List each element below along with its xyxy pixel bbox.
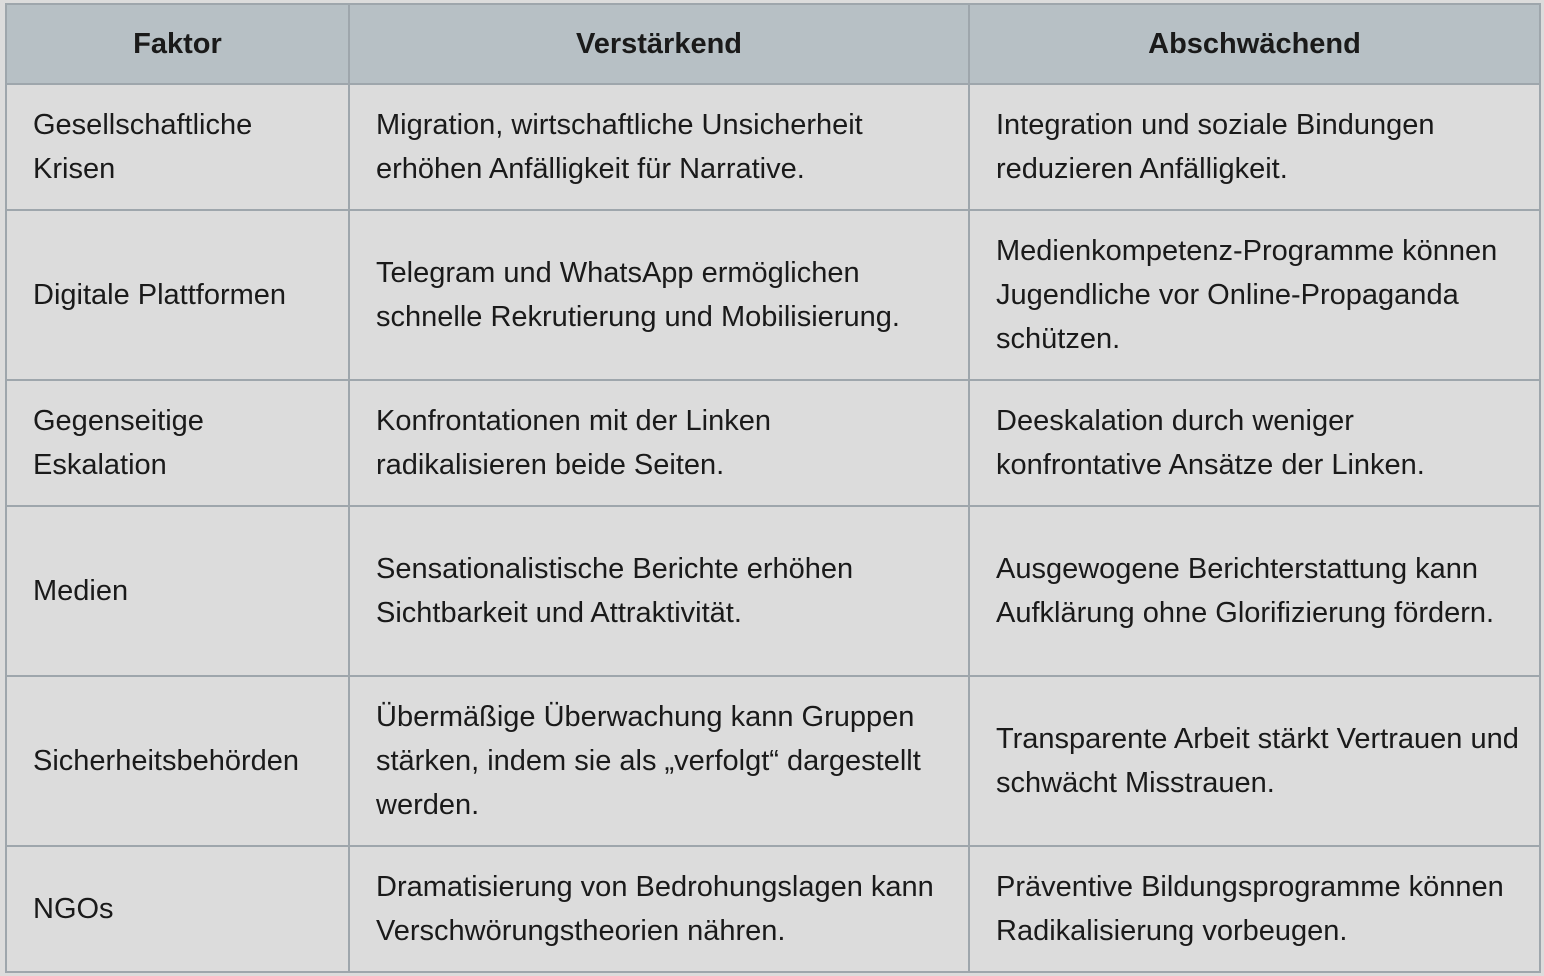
abschwaechend-cell: Transparente Arbeit stärkt Vertrauen und schwächt Misstrauen. [969, 676, 1540, 846]
faktor-cell: Gesellschaftliche Krisen [6, 84, 349, 210]
verstaerkend-cell: Migration, wirtschaftliche Unsicherheit erhöhen Anfälligkeit für Narrative. [349, 84, 969, 210]
faktor-cell: Medien [6, 506, 349, 676]
header-verstaerkend: Verstärkend [349, 4, 969, 84]
table-row [6, 846, 1540, 972]
factor-table [5, 3, 1541, 973]
header-faktor: Faktor [6, 4, 349, 84]
verstaerkend-cell: Sensationalistische Berichte erhöhen Sichtbarkeit und Attraktivität. [349, 506, 969, 676]
abschwaechend-cell: Ausgewogene Berichterstattung kann Aufklärung ohne Glorifizierung fördern. [969, 506, 1540, 676]
abschwaechend-cell: Integration und soziale Bindungen reduzieren Anfälligkeit. [969, 84, 1540, 210]
table-row [6, 380, 1540, 506]
verstaerkend-cell: Dramatisierung von Bedrohungslagen kann Verschwörungstheorien nähren. [349, 846, 969, 972]
verstaerkend-cell: Telegram und WhatsApp ermöglichen schnelle Rekrutierung und Mobilisierung. [349, 210, 969, 380]
abschwaechend-cell: Präventive Bildungsprogramme können Radikalisierung vorbeugen. [969, 846, 1540, 972]
abschwaechend-cell: Medienkompetenz-Programme können Jugendliche vor Online-Propaganda schützen. [969, 210, 1540, 380]
faktor-cell: NGOs [6, 846, 349, 972]
verstaerkend-cell: Konfrontationen mit der Linken radikalisieren beide Seiten. [349, 380, 969, 506]
header-row [6, 4, 1540, 84]
table-row [6, 676, 1540, 846]
table-row [6, 84, 1540, 210]
verstaerkend-cell: Übermäßige Überwachung kann Gruppen stärken, indem sie als „verfolgt“ dargestellt werden. [349, 676, 969, 846]
table-body [6, 84, 1540, 972]
table-header [6, 4, 1540, 84]
table-row [6, 506, 1540, 676]
header-abschwaechend: Abschwächend [969, 4, 1540, 84]
abschwaechend-cell: Deeskalation durch weniger konfrontative Ansätze der Linken. [969, 380, 1540, 506]
table-row [6, 210, 1540, 380]
faktor-cell: Digitale Plattformen [6, 210, 349, 380]
faktor-cell: Gegenseitige Eskalation [6, 380, 349, 506]
faktor-cell: Sicherheitsbehörden [6, 676, 349, 846]
